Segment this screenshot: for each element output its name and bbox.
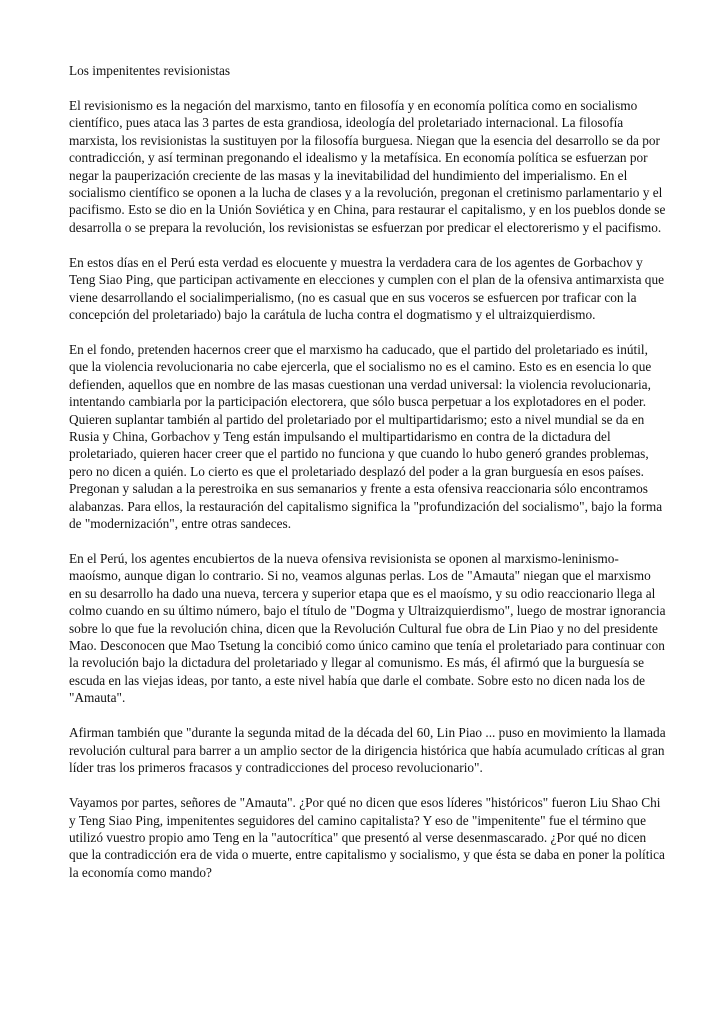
paragraph-3: En el fondo, pretenden hacernos creer que el marxismo ha caducado, que el partido del proletariado es inútil, que la violencia revolucionaria no cabe ejercerla, que el socialismo no es el camino. Esto es en esencia lo que defienden, aquellos que en nombre de las masas cuestionan una verdad universal: la violencia revolucionaria, intentando cambiarla por la participación electorera, que sólo busca perpetuar a los explotadores en el poder. Quieren suplantar también al partido del proletariado por el multipartidarismo; esto a nivel mundial se da en Rusia y China, Gorbachov y Teng están impulsando el multipartidarismo en contra de la dictadura del proletariado, quieren hacer creer que el partido no funciona y que cuando lo hubo generó grandes problemas, pero no dicen a quién. Lo cierto es que el proletariado desplazó del poder a la gran burguesía en esos países. Pregonan y saludan a la perestroika en sus semanarios y frente a esta ofensiva reaccionaria sólo encontramos alabanzas. Para ellos, la restauración del capitalismo significa la "profundización del socialismo", bajo la forma de "modernización", entre otras sandeces. (69, 341, 663, 532)
paragraph-6: Vayamos por partes, señores de "Amauta". ¿Por qué no dicen que esos líderes "históricos" fueron Liu Shao Chi y Teng Siao Ping, impenitentes seguidores del camino capitalista? Y eso de "impenitente" fue el término que utilizó vuestro propio amo Teng en la "autocrítica" que presentó al verse desenmascarado. ¿Por qué no dicen que la contradicción era de vida o muerte, entre capitalismo y socialismo, y que ésta se daba en poner la política la economía como mando? (69, 795, 665, 880)
document-title: Los impenitentes revisionistas (69, 63, 231, 78)
paragraph-4: En el Perú, los agentes encubiertos de la nueva ofensiva revisionista se oponen al marxismo-leninismo-maoísmo, aunque digan lo contrario. Si no, veamos algunas perlas. Los de "Amauta" niegan que el marxismo en su desarrollo ha dado una nueva, tercera y superior etapa que es el maoísmo, y su odio reaccionario llega al colmo cuando en su último número, bajo el título de "Dogma y Ultraizquierdismo", luego de mostrar ignorancia sobre lo que fue la revolución china, dicen que la Revolución Cultural fue obra de Lin Piao y no del presidente Mao. Desconocen que Mao Tsetung la concibió como único camino que tenía el proletariado para continuar con la revolución bajo la dictadura del proletariado y llegar al comunismo. Es más, él afirmó que la burguesía se escuda en las viejas ideas, por tanto, a este nivel había que darle el combate. Sobre esto no dicen nada los de "Amauta". (69, 551, 666, 706)
paragraph-2: En estos días en el Perú esta verdad es elocuente y muestra la verdadera cara de los agentes de Gorbachov y Teng Siao Ping, que participan activamente en elecciones y cumplen con el plan de la ofensiva antimarxista que viene desarrollando el socialimperialismo, (no es casual que en sus voceros se esfuercen por traficar con la concepción del proletariado) bajo la carátula de lucha contra el dogmatismo y el ultraizquierdismo. (69, 254, 665, 322)
paragraph-1: El revisionismo es la negación del marxismo, tanto en filosofía y en economía política como en socialismo científico, pues ataca las 3 partes de esta grandiosa, ideología del proletariado internacional. La filosofía marxista, los revisionistas la sustituyen por la filosofía burguesa. Niegan que la esencia del desarrollo se da por contradicción, y así terminan pregonando el idealismo y la metafísica. En economía política se esfuerzan por negar la pauperización creciente de las masas y la inevitabilidad del hundimiento del imperialismo. En el socialismo científico se oponen a la lucha de clases y a la revolución, pregonan el cretinismo parlamentario y el pacifismo. Esto se dio en la Unión Soviética y en China, para restaurar el capitalismo, y en los pueblos donde se desarrolla o se prepara la revolución, los revisionistas se esfuerzan por predicar el electorerismo y el pacifismo. (69, 97, 666, 235)
paragraph-5: Afirman también que "durante la segunda mitad de la década del 60, Lin Piao ... puso en movimiento la llamada revolución cultural para barrer a un amplio sector de la dirigencia histórica que había acumulado críticas al gran líder tras los primeros fracasos y contradicciones del proceso revolucionario". (69, 725, 666, 776)
